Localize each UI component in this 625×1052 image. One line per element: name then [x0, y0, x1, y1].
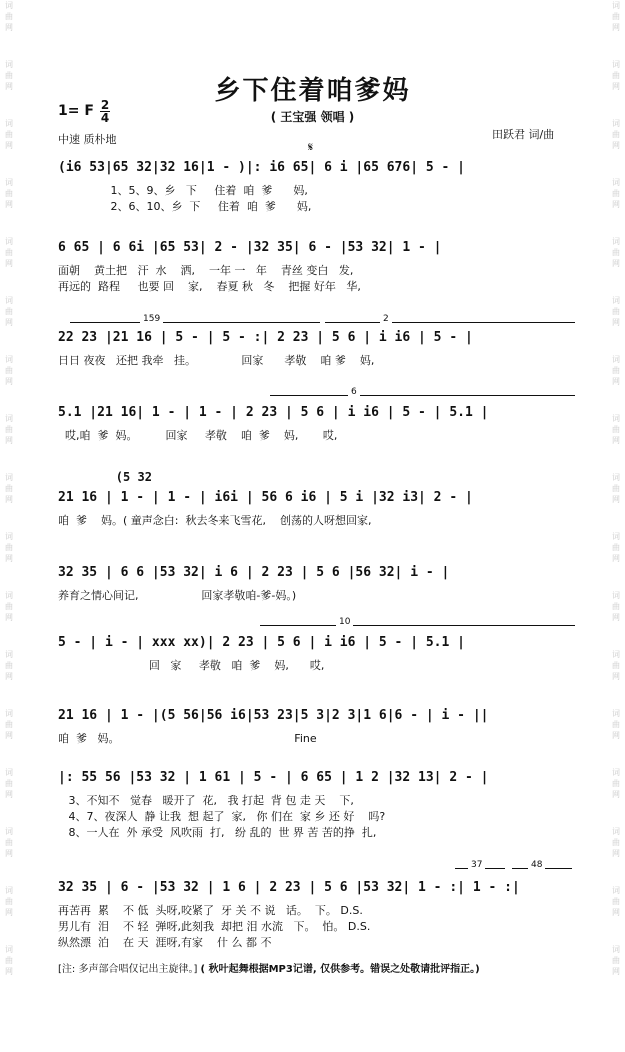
watermark-char: 曲: [5, 425, 13, 434]
score-row-notes: 22 23 |21 16 | 5 - | 5 - :| 2 23 | 5 6 | i i6 | 5 - |: [58, 330, 473, 345]
score-row-lyrics: 4、7、夜深人 静 让我 想 起了 家, 你 们在 家 乡 还 好 吗?: [58, 810, 386, 823]
watermark-char: 网: [612, 613, 620, 622]
watermark-char: 曲: [612, 661, 620, 670]
watermark-char: 曲: [612, 307, 620, 316]
score-row-notes: 21 16 | 1 - | 1 - | i6i | 56 6 i6 | 5 i |32 i3| 2 - |: [58, 490, 473, 505]
watermark-char: 词: [5, 1, 13, 10]
watermark-char: 网: [612, 790, 620, 799]
watermark-char: 词: [5, 591, 13, 600]
watermark-char: 曲: [612, 602, 620, 611]
time-signature: [100, 99, 110, 124]
watermark-char: 曲: [612, 897, 620, 906]
watermark-char: 词: [612, 178, 620, 187]
watermark-char: 曲: [5, 12, 13, 21]
watermark-char: 词: [5, 414, 13, 423]
page-title: 乡下住着咱爹妈: [214, 76, 411, 106]
watermark-char: 词: [5, 709, 13, 718]
volta-line-3: [270, 395, 575, 396]
watermark-char: 曲: [612, 838, 620, 847]
segno-icon: 𝄋: [308, 140, 314, 154]
score-row-notes: (i6 53|65 32|32 16|1 - )|: i6 65| 6 i |65 676| 5 - |: [58, 160, 465, 175]
volta-line-2: [325, 322, 575, 323]
watermark-char: 曲: [5, 248, 13, 257]
watermark-char: 曲: [5, 720, 13, 729]
watermark-char: 网: [612, 82, 620, 91]
watermark-char: 网: [5, 23, 13, 32]
score-row-lyrics: 2、6、10、乡 下 住着 咱 爹 妈,: [58, 200, 312, 213]
watermark-char: 词: [5, 945, 13, 954]
footnote-left: [注: 多声部合唱仅记出主旋律。]: [58, 964, 198, 975]
bar-number-2: 2: [380, 314, 392, 324]
watermark-char: 曲: [612, 189, 620, 198]
watermark-char: 网: [5, 967, 13, 976]
score-row-lyrics: 面朝 黄土把 汗 水 洒, 一年 一 年 青丝 变白 发,: [58, 264, 354, 277]
watermark-char: 曲: [5, 661, 13, 670]
score-row-lyrics: 1、5、9、乡 下 住着 咱 爹 妈,: [58, 184, 308, 197]
watermark-char: 曲: [5, 602, 13, 611]
watermark-char: 词: [5, 768, 13, 777]
watermark-char: 词: [5, 827, 13, 836]
watermark-char: 词: [612, 473, 620, 482]
watermark-char: 曲: [5, 543, 13, 552]
score-row-lyrics: 再远的 路程 也要 回 家, 春夏 秋 冬 把握 好年 华,: [58, 280, 361, 293]
watermark-char: 网: [5, 731, 13, 740]
score-row-notes: 5 - | i - | xxx xx)| 2 23 | 5 6 | i i6 | 5 - | 5.1 |: [58, 635, 465, 650]
score-row-notes: 6 65 | 6 6i |65 53| 2 - |32 35| 6 - |53 32| 1 - |: [58, 240, 442, 255]
watermark-char: 网: [612, 672, 620, 681]
watermark-char: 曲: [612, 12, 620, 21]
watermark-char: 词: [612, 532, 620, 541]
watermark-char: 词: [612, 709, 620, 718]
watermark-char: 网: [5, 141, 13, 150]
bar-number-10: 10: [336, 617, 353, 627]
watermark-char: 曲: [5, 307, 13, 316]
watermark-char: 词: [612, 591, 620, 600]
watermark-char: 词: [5, 119, 13, 128]
score-row-lyrics: 养育之情心间记, 回家孝敬咱-爹-妈。): [58, 589, 297, 602]
watermark-char: 曲: [5, 130, 13, 139]
watermark-char: 网: [5, 908, 13, 917]
score-row-lyrics: 8、一人在 外 承受 风吹雨 打, 纷 乱的 世 界 苦 苦的挣 扎,: [58, 826, 377, 839]
watermark-char: 网: [5, 82, 13, 91]
score-row-lyrics: 哎,咱 爹 妈。 回家 孝敬 咱 爹 妈, 哎,: [58, 429, 338, 442]
watermark-char: 网: [612, 259, 620, 268]
footnote-right: ( 秋叶起舞根据MP3记谱, 仅供参考。错误之处敬请批评指正。): [200, 964, 480, 975]
watermark-char: 词: [612, 237, 620, 246]
singer-credit: ( 王宝强 领唱 ): [270, 110, 355, 124]
watermark-char: 网: [5, 672, 13, 681]
watermark-char: 网: [612, 967, 620, 976]
watermark-char: 词: [612, 827, 620, 836]
watermark-char: 词: [612, 886, 620, 895]
watermark-char: 曲: [612, 543, 620, 552]
watermark-char: 词: [5, 178, 13, 187]
watermark-char: 网: [612, 908, 620, 917]
watermark-char: 网: [612, 436, 620, 445]
watermark-char: 词: [5, 473, 13, 482]
watermark-right: [608, 0, 624, 1052]
watermark-char: 词: [5, 532, 13, 541]
watermark-char: 网: [5, 790, 13, 799]
watermark-char: 曲: [612, 956, 620, 965]
bar-number-48: 48: [528, 860, 545, 870]
watermark-char: 曲: [612, 248, 620, 257]
watermark-char: 网: [5, 849, 13, 858]
watermark-char: 网: [612, 495, 620, 504]
score-row-chords: (5 32: [58, 470, 152, 484]
watermark-char: 词: [612, 296, 620, 305]
watermark-char: 网: [612, 377, 620, 386]
volta-line-4: [260, 625, 575, 626]
watermark-char: 词: [5, 237, 13, 246]
watermark-char: 网: [5, 495, 13, 504]
score-row-lyrics: 咱 爹 妈。 Fine: [58, 732, 317, 745]
score-row-lyrics: 再苦再 累 不 低 头呀,咬紧了 牙 关 不 说 话。 下。 D.S.: [58, 904, 363, 917]
score-row-lyrics: 纵然漂 泊 在 天 涯呀,有家 什 么 都 不: [58, 936, 272, 949]
watermark-char: 曲: [5, 838, 13, 847]
watermark-char: 网: [5, 554, 13, 563]
watermark-char: 曲: [5, 71, 13, 80]
watermark-char: 网: [5, 436, 13, 445]
watermark-char: 网: [5, 613, 13, 622]
meter-bottom: 4: [100, 111, 110, 125]
watermark-char: 曲: [5, 189, 13, 198]
watermark-char: 曲: [612, 130, 620, 139]
score-row-notes: 5.1 |21 16| 1 - | 1 - | 2 23 | 5 6 | i i6 | 5 - | 5.1 |: [58, 405, 489, 420]
score-row-lyrics: 日日 夜夜 还把 我牵 挂。 回家 孝敬 咱 爹 妈,: [58, 354, 375, 367]
watermark-char: 词: [5, 650, 13, 659]
watermark-char: 词: [5, 886, 13, 895]
watermark-left: [1, 0, 17, 1052]
score-row-lyrics: 3、不知不 觉春 暖开了 花, 我 打起 背 包 走 天 下,: [58, 794, 354, 807]
score-row-notes: 21 16 | 1 - |(5 56|56 i6|53 23|5 3|2 3|1 6|6 - | i - ||: [58, 708, 489, 723]
watermark-char: 词: [5, 355, 13, 364]
watermark-char: 曲: [5, 779, 13, 788]
watermark-char: 词: [5, 296, 13, 305]
score-row-notes: |: 55 56 |53 32 | 1 61 | 5 - | 6 65 | 1 2 |32 13| 2 - |: [58, 770, 489, 785]
watermark-char: 曲: [5, 956, 13, 965]
watermark-char: 词: [612, 355, 620, 364]
watermark-char: 曲: [5, 366, 13, 375]
watermark-char: 曲: [612, 779, 620, 788]
bar-number-37: 37: [468, 860, 485, 870]
watermark-char: 网: [612, 318, 620, 327]
watermark-char: 网: [5, 377, 13, 386]
watermark-char: 词: [612, 60, 620, 69]
key-signature: 1= F: [58, 103, 94, 119]
watermark-char: 曲: [5, 897, 13, 906]
watermark-char: 网: [612, 200, 620, 209]
score-row-notes: 32 35 | 6 6 |53 32| i 6 | 2 23 | 5 6 |56 32| i - |: [58, 565, 450, 580]
watermark-char: 词: [612, 119, 620, 128]
watermark-char: 网: [5, 259, 13, 268]
watermark-char: 网: [612, 23, 620, 32]
watermark-char: 网: [612, 731, 620, 740]
watermark-char: 曲: [5, 484, 13, 493]
watermark-char: 词: [612, 768, 620, 777]
watermark-char: 曲: [612, 71, 620, 80]
watermark-char: 词: [612, 945, 620, 954]
watermark-char: 词: [5, 60, 13, 69]
watermark-char: 网: [5, 318, 13, 327]
watermark-char: 曲: [612, 720, 620, 729]
bar-number-159: 159: [140, 314, 163, 324]
score-row-lyrics: 咱 爹 妈。( 童声念白: 秋去冬来飞雪花, 创荡的人呀想回家,: [58, 514, 372, 527]
watermark-char: 曲: [612, 425, 620, 434]
tempo-marking: 中速 质朴地: [58, 133, 117, 146]
author-credit: 田跃君 词/曲: [492, 128, 555, 141]
score-row-notes: 32 35 | 6 - |53 32 | 1 6 | 2 23 | 5 6 |53 32| 1 - :| 1 - :|: [58, 880, 520, 895]
watermark-char: 词: [612, 1, 620, 10]
watermark-char: 曲: [612, 484, 620, 493]
watermark-char: 网: [5, 200, 13, 209]
watermark-char: 词: [612, 414, 620, 423]
volta-line-1: [70, 322, 320, 323]
watermark-char: 曲: [612, 366, 620, 375]
bar-number-6: 6: [348, 387, 360, 397]
watermark-char: 词: [612, 650, 620, 659]
watermark-char: 网: [612, 554, 620, 563]
score-row-lyrics: 回 家 孝敬 咱 爹 妈, 哎,: [58, 659, 325, 672]
meter-top: 2: [100, 98, 110, 112]
footnote: [58, 960, 598, 975]
watermark-char: 网: [612, 141, 620, 150]
score-row-lyrics: 男儿有 泪 不 轻 弹呀,此刻我 却把 泪 水流 下。 怕。 D.S.: [58, 920, 371, 933]
watermark-char: 网: [612, 849, 620, 858]
